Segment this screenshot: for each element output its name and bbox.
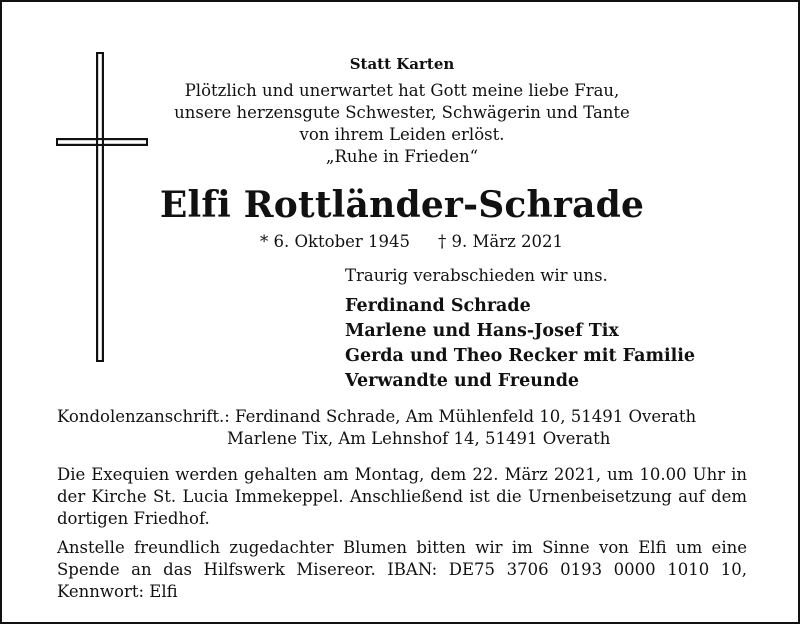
statt-karten-label: Statt Karten [349, 55, 455, 73]
list-item: Gerda und Theo Recker mit Familie [345, 346, 696, 366]
intro-line: unsere herzensgute Schwester, Schwägerin und Tante [174, 103, 630, 122]
death-date: † 9. März 2021 [438, 232, 564, 251]
list-item: Ferdinand Schrade [345, 296, 531, 316]
mourning-line: Traurig verabschieden wir uns. [345, 266, 608, 285]
intro-line: Plötzlich und unerwartet hat Gott meine liebe Frau, [184, 81, 620, 100]
intro-text [162, 80, 642, 168]
mourners-list [345, 294, 695, 394]
donation-info: Anstelle freundlich zugedachter Blumen bitten wir im Sinne von Elfi um eine Spende an das Hilfswerk Misereor. IBAN: DE75 3706 0193 0000 1010 10, Kennwort: Elfi [57, 538, 747, 601]
condolence-address-2: Marlene Tix, Am Lehnshof 14, 51491 Overath [227, 429, 611, 448]
intro-line: „Ruhe in Frieden“ [325, 147, 479, 166]
birth-date: * 6. Oktober 1945 [260, 232, 411, 251]
notice-header [162, 54, 642, 168]
funeral-info: Die Exequien werden gehalten am Montag, dem 22. März 2021, um 10.00 Uhr in der Kirche St. Lucia Immekeppel. Anschließend ist die Urnenbeisetzung auf dem dortigen Friedhof. [57, 465, 747, 528]
list-item: Verwandte und Freunde [345, 371, 580, 391]
deceased-name: Elfi Rottländer-Schrade [159, 184, 645, 226]
intro-line: von ihrem Leiden erlöst. [299, 125, 505, 144]
list-item: Marlene und Hans-Josef Tix [345, 321, 619, 341]
condolence-address-1: Kondolenzanschrift.: Ferdinand Schrade, Am Mühlenfeld 10, 51491 Overath [57, 407, 697, 426]
